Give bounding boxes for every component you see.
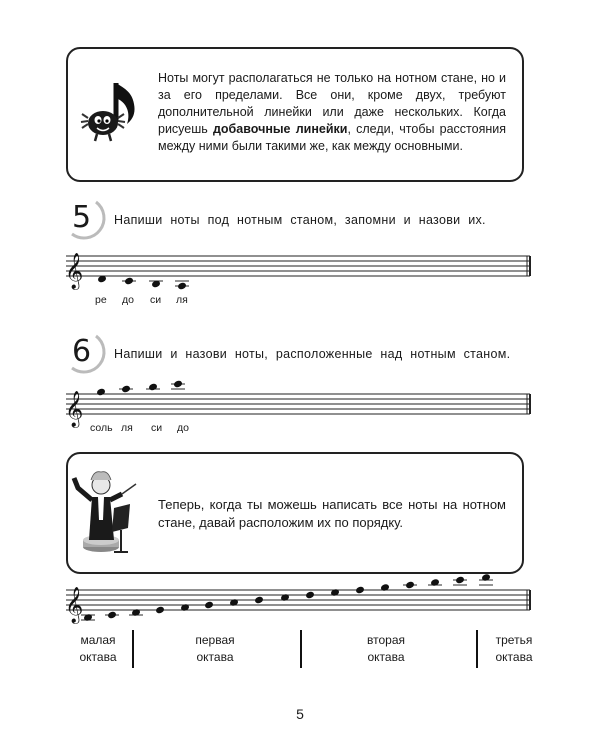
scale-notes (81, 574, 493, 621)
octave-label-second: вторая октава (367, 633, 405, 664)
exercise-6-label-2: ля (121, 422, 133, 434)
exercise-6-label-1: соль (90, 422, 113, 434)
exercise-6-number-badge: 6 (66, 332, 110, 376)
octave-label-first: первая октава (195, 633, 235, 664)
exercise-5-number-badge: 5 (66, 198, 110, 242)
exercise-5-label-3: си (150, 294, 162, 306)
svg-text:𝄞: 𝄞 (65, 587, 84, 623)
exercise-6-label-4: до (177, 422, 189, 434)
info-text: Ноты могут располагаться не только на нотном стане, но и за его пределами. Все они, кроме двух, требуют дополнительной линейки или даже нескольких. Когда рисуешь добавочные линейки, следи, чтобы расстояния между ними были такими же, как между основными. (158, 71, 507, 153)
octave-label-small: малая октава (79, 633, 117, 664)
exercise-6-instruction: Напиши и назови ноты, расположенные над нотным станом. (114, 347, 511, 361)
exercise-5-label-2: до (122, 294, 134, 306)
exercise-5-label-4: ля (176, 294, 188, 306)
exercise-5-instruction: Напиши ноты под нотным станом, запомни и назови их. (114, 213, 486, 227)
exercise-5-label-1: ре (95, 294, 107, 306)
svg-text:𝄞: 𝄞 (65, 253, 84, 289)
svg-text:𝄞: 𝄞 (65, 391, 84, 427)
exercise-6-label-3: си (151, 422, 163, 434)
page-number: 5 (296, 706, 304, 722)
octave-label-third: третья октава (495, 633, 533, 664)
conductor-text: Теперь, когда ты можешь написать все ноты на нотном стане, давай расположим их по порядку. (158, 497, 506, 530)
